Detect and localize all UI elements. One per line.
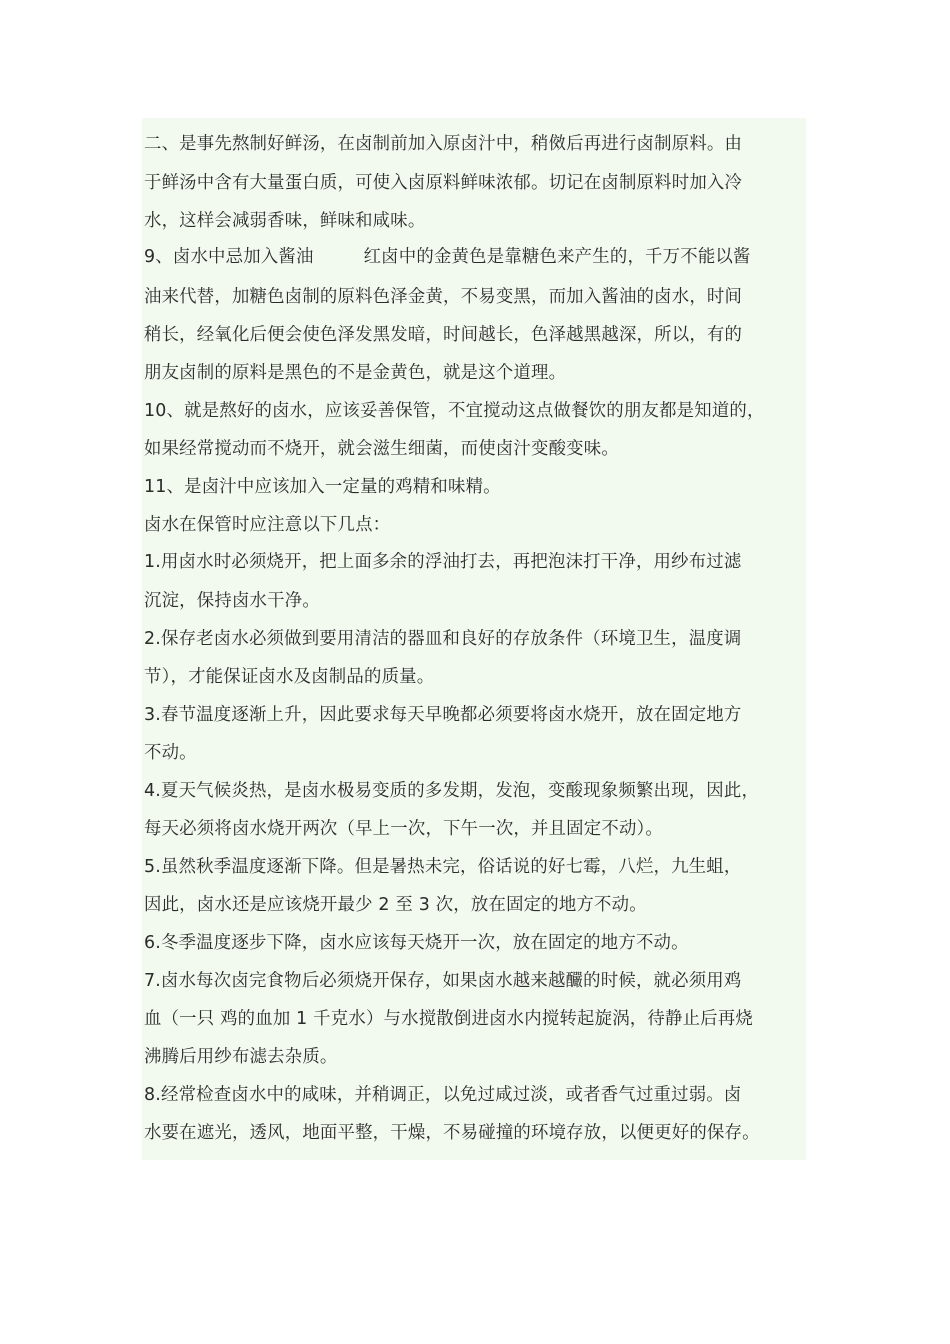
text-line: 5.虽然秋季温度逐渐下降。但是暑热未完，俗话说的好七霉，八烂，九生蛆， [144,857,742,877]
text-line: 2.保存老卤水必须做到要用清洁的器皿和良好的存放条件（环境卫生，温度调 [144,629,742,649]
text-line: 4.夏天气候炎热，是卤水极易变质的多发期，发泡，变酸现象频繁出现，因此， [144,781,760,801]
document-text-block [142,118,806,1160]
text-line: 节），才能保证卤水及卤制品的质量。 [144,667,435,687]
text-line: 7.卤水每次卤完食物后必须烧开保存，如果卤水越来越釅的时候，就必须用鸡 [144,971,742,991]
text-line: 油来代替，加糖色卤制的原料色泽金黄，不易变黑，而加入酱油的卤水，时间 [144,287,743,307]
text-line: 6.冬季温度逐步下降，卤水应该每天烧开一次，放在固定的地方不动。 [144,933,689,953]
text-line: 如果经常搅动而不烧开，就会滋生细菌，而使卤汁变酸变味。 [144,439,619,459]
text-line: 于鲜汤中含有大量蛋白质，可使入卤原料鲜味浓郁。切记在卤制原料时加入冷 [144,173,743,193]
text-line: 水要在遮光，透风，地面平整，干燥，不易碰撞的环境存放，以便更好的保存。 [144,1123,760,1143]
section-heading: 9、卤水中忌加入酱油 [144,247,314,267]
text-line: 二、是事先熬制好鲜汤，在卤制前加入原卤汁中，稍傚后再进行卤制原料。由 [144,134,743,154]
text-line: 稍长，经氧化后便会使色泽发黑发暗，时间越长，色泽越黑越深，所以，有的 [144,325,743,345]
text-line: 10、就是熬好的卤水，应该妥善保管，不宜搅动这点做餐饮的朋友都是知道的， [144,401,765,421]
text-line: 1.用卤水时必须烧开，把上面多余的浮油打去，再把泡沫打干净，用纱布过滤 [144,552,742,572]
text-line: 卤水在保管时应注意以下几点： [144,515,391,535]
text-line: 8.经常检查卤水中的咸味，并稍调正，以免过咸过淡，或者香气过重过弱。卤 [144,1085,742,1105]
text-line: 因此，卤水还是应该烧开最少 2 至 3 次，放在固定的地方不动。 [144,895,647,915]
text-line: 每天必须将卤水烧开两次（早上一次，下午一次，并且固定不动）。 [144,819,664,839]
text-line: 11、是卤汁中应该加入一定量的鸡精和味精。 [144,477,501,497]
text-line: 3.春节温度逐渐上升，因此要求每天早晚都必须要将卤水烧开，放在固定地方 [144,705,742,725]
text-fragment: 红卤中的金黄色是靠糖色来产生的，千万不能以酱 [363,247,751,267]
text-line: 沸腾后用纱布滤去杂质。 [144,1047,338,1067]
text-line [144,247,808,267]
text-line: 沉淀，保持卤水干净。 [144,591,320,611]
text-line: 水，这样会减弱香味，鲜味和咸味。 [144,211,426,231]
text-line: 不动。 [144,743,197,763]
text-line: 血（一只 鸡的血加 1 千克水）与水搅散倒进卤水内搅转起旋涡，待静止后再烧 [144,1009,753,1029]
text-line: 朋友卤制的原料是黑色的不是金黄色，就是这个道理。 [144,363,567,383]
